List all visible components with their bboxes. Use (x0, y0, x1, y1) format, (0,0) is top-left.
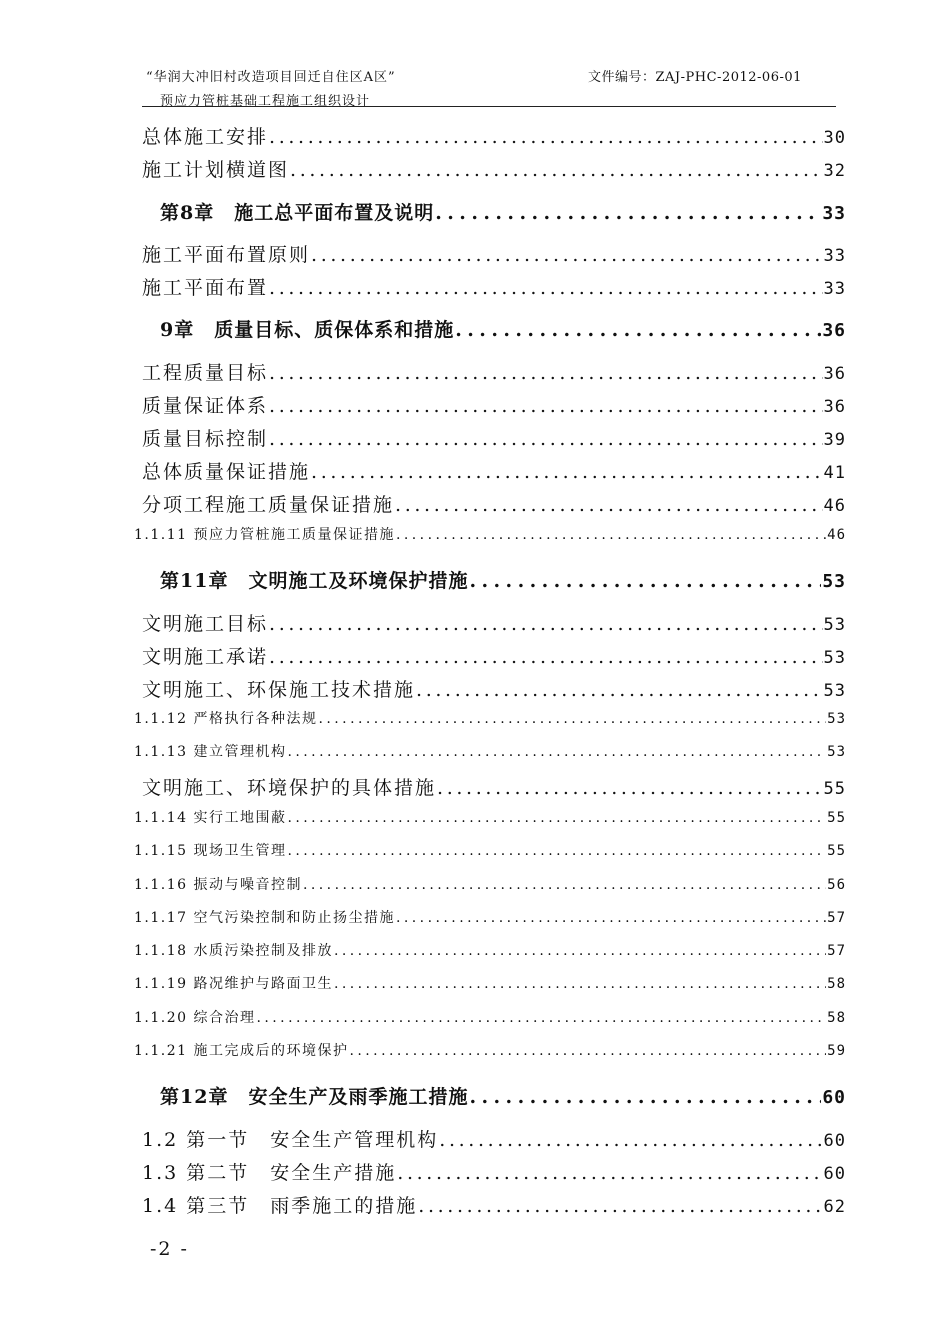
toc-entry-title: 1.2 第一节 安全生产管理机构 (142, 1129, 439, 1151)
toc-entry-title: 施工计划横道图 (142, 159, 290, 181)
toc-entry-page: 55 (827, 810, 846, 826)
toc-entry-title: 1.1.13 建立管理机构 (134, 744, 287, 760)
toc-subentry[interactable] (134, 840, 846, 860)
toc-leader-dots (269, 395, 823, 417)
toc-entry-title: 1.4 第三节 雨季施工的措施 (142, 1195, 418, 1217)
toc-leader-dots (256, 1010, 826, 1026)
toc-entry-page: 33 (823, 279, 846, 299)
toc-entry-title: 文明施工、环保施工技术措施 (142, 679, 416, 701)
toc-entry-title: 总体质量保证措施 (142, 461, 311, 483)
toc-subentry[interactable] (134, 907, 846, 927)
toc-leader-dots (439, 1129, 822, 1151)
toc-section-entry[interactable] (142, 1125, 846, 1151)
toc-leader-dots (318, 711, 826, 727)
toc-entry-page: 46 (823, 496, 846, 516)
toc-leader-dots (269, 428, 823, 450)
toc-leader-dots (397, 1162, 822, 1184)
toc-entry-page: 53 (827, 744, 846, 760)
toc-leader-dots (435, 202, 821, 224)
toc-entry-title: 1.1.16 振动与噪音控制 (134, 877, 302, 893)
toc-leader-dots (269, 126, 823, 148)
toc-leader-dots (469, 1086, 821, 1108)
page-number: -2 - (150, 1238, 189, 1260)
toc-entry-title: 第8章 施工总平面布置及说明 (160, 202, 435, 224)
toc-section-entry[interactable] (142, 1191, 846, 1217)
toc-entry[interactable] (142, 675, 846, 701)
toc-chapter-entry[interactable] (160, 198, 846, 226)
toc-entry-title: 1.1.11 预应力管桩施工质量保证措施 (134, 527, 395, 543)
toc-entry-title: 质量保证体系 (142, 395, 269, 417)
toc-entry-title: 1.1.21 施工完成后的环境保护 (134, 1043, 349, 1059)
toc-subentry[interactable] (134, 524, 846, 544)
toc-entry[interactable] (142, 273, 846, 299)
toc-entry-page: 53 (823, 615, 846, 635)
toc-entry[interactable] (142, 457, 846, 483)
toc-subentry[interactable] (134, 874, 846, 894)
toc-leader-dots (290, 159, 823, 181)
toc-entry-title: 1.1.18 水质污染控制及排放 (134, 943, 333, 959)
header-subtitle: 预应力管桩基础工程施工组织设计 (160, 94, 371, 109)
toc-leader-dots (269, 646, 823, 668)
toc-entry-title: 9章 质量目标、质保体系和措施 (160, 319, 455, 341)
toc-entry-title: 1.1.15 现场卫生管理 (134, 843, 287, 859)
toc-entry-page: 36 (823, 397, 846, 417)
toc-leader-dots (396, 910, 826, 926)
toc-entry-title: 文明施工目标 (142, 613, 269, 635)
toc-entry-page: 53 (822, 571, 846, 592)
toc-entry-page: 58 (827, 976, 846, 992)
toc-entry-page: 60 (823, 1131, 846, 1151)
toc-entry-page: 53 (827, 711, 846, 727)
toc-entry-title: 文明施工承诺 (142, 646, 269, 668)
toc-entry-page: 56 (827, 877, 846, 893)
toc-leader-dots (303, 877, 826, 893)
toc-leader-dots (455, 319, 821, 341)
toc-entry-page: 33 (822, 203, 846, 224)
toc-leader-dots (311, 461, 823, 483)
toc-entry-title: 第12章 安全生产及雨季施工措施 (160, 1086, 469, 1108)
toc-leader-dots (469, 570, 821, 592)
toc-entry-title: 1.3 第二节 安全生产措施 (142, 1162, 397, 1184)
toc-subentry[interactable] (134, 1040, 846, 1060)
toc-section-entry[interactable] (142, 1158, 846, 1184)
toc-entry-title: 总体施工安排 (142, 126, 269, 148)
toc-leader-dots (334, 976, 826, 992)
header-document-number: 文件编号：ZAJ-PHC-2012-06-01 (588, 70, 802, 85)
toc-chapter-entry[interactable] (160, 1082, 846, 1110)
toc-entry[interactable] (142, 642, 846, 668)
toc-entry-title: 分项工程施工质量保证措施 (142, 494, 395, 516)
toc-entry-page: 57 (827, 910, 846, 926)
toc-entry-title: 1.1.20 综合治理 (134, 1010, 256, 1026)
toc-entry[interactable] (142, 391, 846, 417)
toc-entry-title: 施工平面布置 (142, 277, 269, 299)
toc-entry-page: 53 (823, 681, 846, 701)
toc-leader-dots (287, 810, 826, 826)
toc-chapter-entry[interactable] (160, 566, 846, 594)
toc-entry-title: 1.1.12 严格执行各种法规 (134, 711, 318, 727)
toc-entry-title: 施工平面布置原则 (142, 244, 311, 266)
toc-leader-dots (416, 679, 823, 701)
toc-entry-page: 58 (827, 1010, 846, 1026)
toc-entry-page: 33 (823, 246, 846, 266)
toc-leader-dots (287, 843, 826, 859)
toc-leader-dots (395, 494, 823, 516)
toc-entry-page: 41 (823, 463, 846, 483)
header-project-title: “华润大冲旧村改造项目回迁自住区A区” (146, 70, 396, 85)
toc-leader-dots (311, 244, 823, 266)
toc-entry-page: 60 (823, 1164, 846, 1184)
toc-leader-dots (437, 777, 823, 799)
toc-subentry[interactable] (134, 741, 846, 761)
toc-subentry[interactable] (134, 807, 846, 827)
toc-entry-title: 工程质量目标 (142, 362, 269, 384)
toc-leader-dots (269, 362, 823, 384)
toc-entry[interactable] (142, 240, 846, 266)
toc-entry-title: 1.1.19 路况维护与路面卫生 (134, 976, 333, 992)
toc-entry[interactable] (142, 122, 846, 148)
toc-subentry[interactable] (134, 940, 846, 960)
toc-entry-title: 1.1.14 实行工地围蔽 (134, 810, 287, 826)
toc-entry-page: 55 (823, 779, 846, 799)
toc-entry[interactable] (142, 358, 846, 384)
toc-entry-page: 39 (823, 430, 846, 450)
toc-leader-dots (269, 613, 823, 635)
toc-entry-title: 文明施工、环境保护的具体措施 (142, 777, 437, 799)
toc-entry-page: 59 (827, 1043, 846, 1059)
toc-entry-page: 62 (823, 1197, 846, 1217)
toc-entry-page: 55 (827, 843, 846, 859)
toc-entry-page: 57 (827, 943, 846, 959)
toc-entry-page: 53 (823, 648, 846, 668)
toc-leader-dots (396, 527, 826, 543)
toc-subentry[interactable] (134, 1007, 846, 1027)
toc-entry-page: 60 (822, 1087, 846, 1108)
toc-subentry[interactable] (134, 973, 846, 993)
toc-entry-page: 46 (827, 527, 846, 543)
toc-leader-dots (334, 943, 826, 959)
toc-chapter-entry[interactable] (160, 315, 846, 343)
toc-entry[interactable] (142, 155, 846, 181)
toc-entry-page: 36 (822, 320, 846, 341)
toc-entry-title: 1.1.17 空气污染控制和防止扬尘措施 (134, 910, 395, 926)
toc-entry-page: 32 (823, 161, 846, 181)
toc-entry[interactable] (142, 773, 846, 799)
toc-entry[interactable] (142, 424, 846, 450)
toc-leader-dots (418, 1195, 822, 1217)
toc-leader-dots (287, 744, 826, 760)
toc-entry-title: 第11章 文明施工及环境保护措施 (160, 570, 469, 592)
toc-leader-dots (349, 1043, 826, 1059)
toc-entry[interactable] (142, 609, 846, 635)
toc-entry-title: 质量目标控制 (142, 428, 269, 450)
toc-entry-page: 30 (823, 128, 846, 148)
toc-entry-page: 36 (823, 364, 846, 384)
toc-leader-dots (269, 277, 823, 299)
toc-subentry[interactable] (134, 708, 846, 728)
toc-entry[interactable] (142, 490, 846, 516)
